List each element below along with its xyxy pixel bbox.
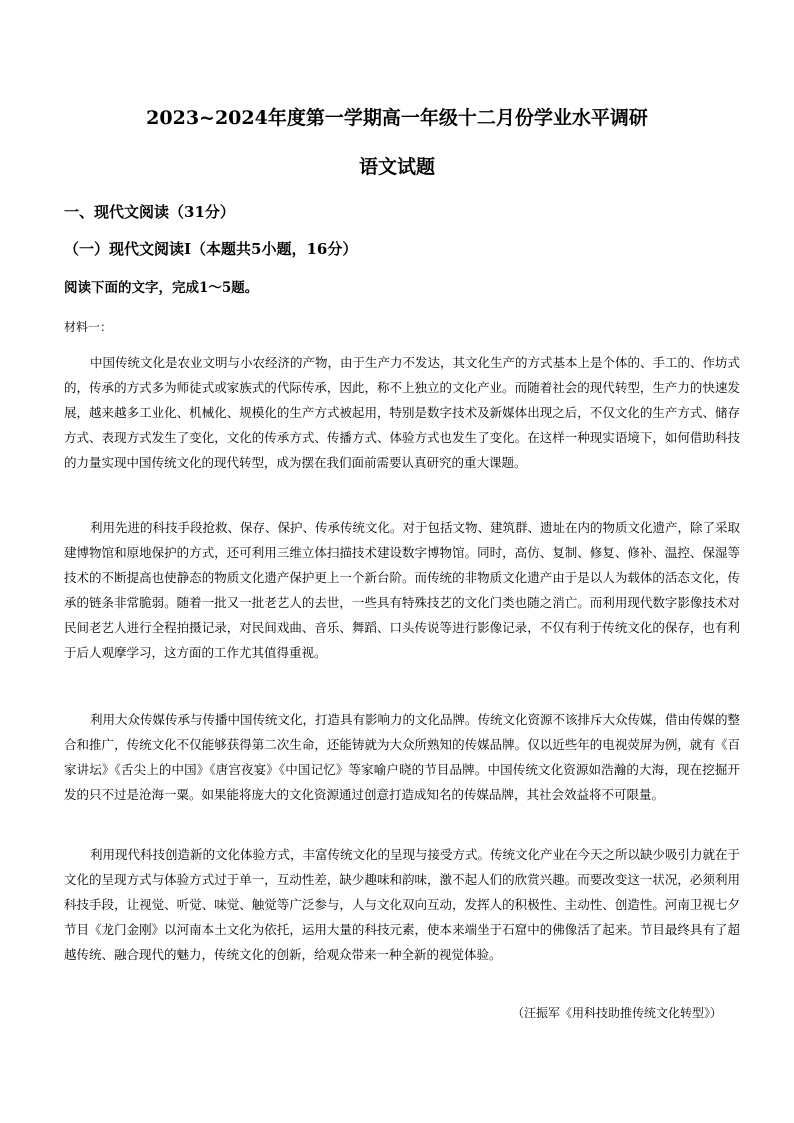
material-label: 材料一： (64, 320, 113, 334)
material-paragraph-3: 利用大众传媒传承与传播中国传统文化，打造具有影响力的文化品牌。传统文化资源不该排斥大众传媒，借由传媒的整合和推广，传统文化不仅能够获得第二次生命，还能铸就为大众所熟知的传媒品牌。仅以近些年的电视荧屏为例，就有《百家讲坛》《舌尖上的中国》《唐宫夜宴》《中国记忆》等家喻户晓的节目品牌。中国传统文化资源如浩瀚的大海，现在挖掘开发的只不过是沧海一粟。如果能将庞大的文化资源通过创意打造成知名的传媒品牌，其社会效益将不可限量。 (64, 712, 741, 802)
subject-title: 语文试题 (358, 156, 435, 178)
source-citation: （汪振军《用科技助推传统文化转型》） (511, 1006, 722, 1020)
material-paragraph-1: 中国传统文化是农业文明与小农经济的产物，由于生产力不发达，其文化生产的方式基本上是个体的、手工的、作坊式的，传承的方式多为师徒式或家族式的代际传承，因此，称不上独立的文化产业。而随着社会的现代转型，生产力的快速发展，越来越多工业化、机械化、规模化的生产方式被起用，特别是数字技术及新媒体出现之后，不仅文化的生产方式、储存方式、表现方式发生了变化，文化的传承方式、传播方式、体验方式也发生了变化。在这样一种现实语境下，如何借助科技的力量实现中国传统文化的现代转型，成为摆在我们面前需要认真研究的重大课题。 (64, 355, 741, 470)
exam-title: 2023~2024年度第一学期高一年级十二月份学业水平调研 (146, 107, 648, 129)
subsection-heading: （一）现代文阅读Ⅰ（本题共5小题，16分） (64, 240, 358, 258)
reading-instruction: 阅读下面的文字，完成1～5题。 (64, 280, 259, 296)
material-paragraph-2: 利用先进的科技手段抢救、保存、保护、传承传统文化。对于包括文物、建筑群、遗址在内的物质文化遗产，除了采取建博物馆和原地保护的方式，还可利用三维立体扫描技术建设数字博物馆。同时，高仿、复制、修复、修补、温控、保湿等技术的不断提高也使静态的物质文化遗产保护更上一个新台阶。而传统的非物质文化遗产由于是以人为载体的活态文化，传承的链条非常脆弱。随着一批又一批老艺人的去世，一些具有特殊技艺的文化门类也随之消亡。而利用现代数字影像技术对民间老艺人进行全程拍摄记录，对民间戏曲、音乐、舞蹈、口头传说等进行影像记录，不仅有利于传统文化的保存，也有利于后人观摩学习，这方面的工作尤其值得重视。 (64, 520, 741, 660)
material-paragraph-4: 利用现代科技创造新的文化体验方式，丰富传统文化的呈现与接受方式。传统文化产业在今天之所以缺少吸引力就在于文化的呈现方式与体验方式过于单一，互动性差，缺少趣味和韵味，激不起人们的欣赏兴趣。而要改变这一状况，必须利用科技手段，让视觉、听觉、味觉、触觉等广泛参与，人与文化双向互动，发挥人的积极性、主动性、创造性。河南卫视七夕节目《龙门金刚》以河南本土文化为依托，运用大量的科技元素，使本来端坐于石窟中的佛像活了起来。节目最终具有了超越传统、融合现代的魅力，传统文化的创新，给观众带来一种全新的视觉体验。 (64, 847, 741, 962)
section-heading: 一、现代文阅读（31分） (64, 203, 235, 221)
